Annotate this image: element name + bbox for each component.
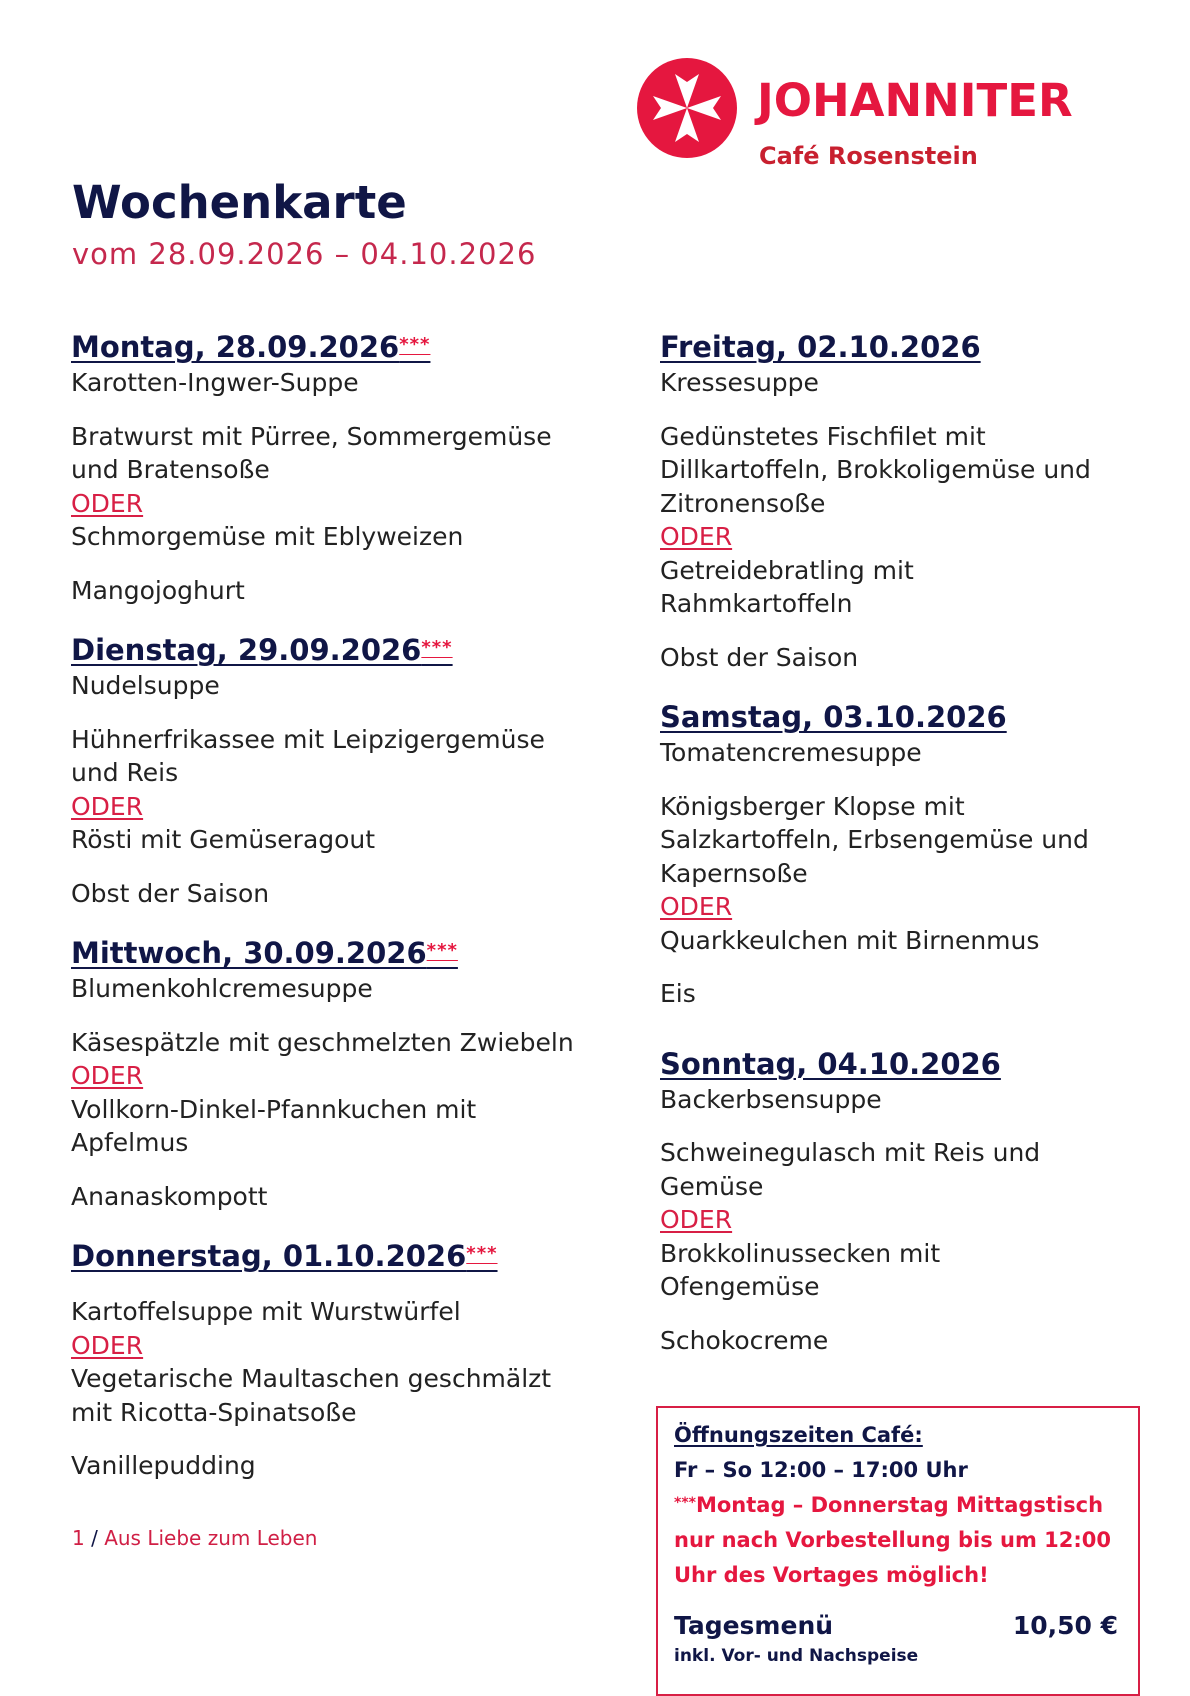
alt-dish-line: Apfelmus bbox=[71, 1128, 189, 1157]
day-header bbox=[660, 700, 1007, 736]
asterisk-marker: *** bbox=[466, 1243, 498, 1264]
day-header-text: Sonntag, 04.10.2026 bbox=[660, 1046, 1001, 1081]
oder-label: ODER bbox=[71, 1330, 144, 1360]
alt-dish-line: Rahmkartoffeln bbox=[660, 589, 853, 618]
main-dish-line: Dillkartoffeln, Brokkoligemüse und bbox=[660, 455, 1091, 484]
notice-line: Uhr des Vortages möglich! bbox=[674, 1563, 989, 1587]
main-dish-line: Königsberger Klopse mit bbox=[660, 791, 965, 821]
day-header-text: Freitag, 02.10.2026 bbox=[660, 330, 981, 364]
day-header bbox=[71, 1239, 498, 1275]
day-thursday bbox=[71, 1239, 631, 1483]
asterisk-marker: *** bbox=[421, 637, 453, 658]
alt-dish-line: Ofengemüse bbox=[660, 1272, 820, 1301]
soup: Karotten-Ingwer-Suppe bbox=[71, 368, 359, 397]
main-dish-line: Kapernsoße bbox=[660, 858, 808, 888]
alt-dish-line: Quarkkeulchen mit Birnenmus bbox=[660, 925, 1040, 955]
oder-label: ODER bbox=[71, 1061, 144, 1090]
alt-dish-line: mit Ricotta-Spinatsoße bbox=[71, 1397, 357, 1427]
day-monday bbox=[71, 330, 631, 607]
asterisk-marker: *** bbox=[426, 940, 458, 961]
main-dish-line: Kartoffelsuppe mit Wurstwürfel bbox=[71, 1297, 461, 1326]
main-dish-line: Schweinegulasch mit Reis und bbox=[660, 1138, 1041, 1167]
soup: Nudelsuppe bbox=[71, 671, 220, 700]
main-dish-line: und Bratensoße bbox=[71, 455, 270, 484]
alt-dish-line: Brokkolinussecken mit bbox=[660, 1238, 941, 1268]
menu-column-left bbox=[71, 330, 631, 1509]
oder-label: ODER bbox=[660, 1205, 733, 1234]
footer-slogan bbox=[72, 1528, 317, 1548]
day-header-text: Montag, 28.09.2026 bbox=[71, 330, 400, 364]
day-header bbox=[71, 633, 453, 669]
johanniter-logo bbox=[637, 56, 1077, 174]
main-dish-line: und Reis bbox=[71, 758, 179, 787]
logo-name: JOHANNITER bbox=[757, 74, 1073, 127]
oder-label: ODER bbox=[71, 791, 144, 821]
soup: Backerbsensuppe bbox=[660, 1084, 882, 1114]
day-sunday bbox=[660, 1047, 1190, 1358]
main-dish-line: Gedünstetes Fischfilet mit bbox=[660, 421, 986, 451]
day-saturday bbox=[660, 700, 1190, 1011]
soup: Kressesuppe bbox=[660, 368, 819, 397]
dessert: Vanillepudding bbox=[71, 1451, 256, 1480]
alt-dish-line: Rösti mit Gemüseragout bbox=[71, 825, 376, 854]
alt-dish-line: Vegetarische Maultaschen geschmälzt bbox=[71, 1364, 552, 1393]
day-header-text: Mittwoch, 30.09.2026 bbox=[71, 936, 427, 970]
dessert: Schokocreme bbox=[660, 1325, 829, 1355]
day-header-text: Samstag, 03.10.2026 bbox=[660, 700, 1007, 734]
opening-hours: Fr – So 12:00 – 17:00 Uhr bbox=[674, 1458, 968, 1482]
dessert: Mangojoghurt bbox=[71, 575, 245, 605]
preorder-notice bbox=[674, 1488, 1122, 1523]
main-dish-line: Salzkartoffeln, Erbsengemüse und bbox=[660, 825, 1089, 854]
day-friday bbox=[660, 330, 1190, 674]
day-header-text: Donnerstag, 01.10.2026 bbox=[71, 1239, 467, 1273]
oder-label: ODER bbox=[660, 522, 733, 551]
date-range: vom 28.09.2026 – 04.10.2026 bbox=[72, 237, 537, 271]
day-header bbox=[660, 1047, 1001, 1083]
day-header bbox=[660, 330, 981, 366]
notice-line: nur nach Vorbestellung bis um 12:00 bbox=[674, 1528, 1112, 1552]
main-dish-line: Gemüse bbox=[660, 1171, 764, 1201]
maltese-cross-icon bbox=[637, 58, 737, 158]
soup: Tomatencremesuppe bbox=[660, 738, 922, 767]
oder-label: ODER bbox=[71, 488, 144, 518]
alt-dish-line: Schmorgemüse mit Eblyweizen bbox=[71, 522, 464, 551]
day-header-text: Dienstag, 29.09.2026 bbox=[71, 633, 422, 667]
opening-hours-title: Öffnungszeiten Café: bbox=[674, 1423, 923, 1447]
page-number: 1 bbox=[72, 1526, 85, 1550]
dessert: Obst der Saison bbox=[71, 878, 270, 908]
oder-label: ODER bbox=[660, 892, 733, 921]
daily-menu-label: Tagesmenü bbox=[674, 1611, 834, 1640]
asterisk-marker: *** bbox=[674, 1495, 696, 1511]
asterisk-marker: *** bbox=[399, 334, 431, 355]
day-wednesday bbox=[71, 936, 631, 1213]
dessert: Obst der Saison bbox=[660, 642, 859, 672]
main-dish-line: Bratwurst mit Pürree, Sommergemüse bbox=[71, 421, 552, 451]
main-dish-line: Käsespätzle mit geschmelzten Zwiebeln bbox=[71, 1027, 574, 1057]
day-header bbox=[71, 330, 430, 366]
dessert: Ananaskompott bbox=[71, 1181, 268, 1211]
logo-subtitle: Café Rosenstein bbox=[759, 142, 978, 170]
separator: / bbox=[91, 1526, 98, 1550]
notice-line: Montag – Donnerstag Mittagstisch bbox=[695, 1493, 1104, 1517]
soup: Blumenkohlcremesuppe bbox=[71, 974, 373, 1003]
day-tuesday bbox=[71, 633, 631, 910]
daily-menu-row bbox=[674, 1611, 1122, 1640]
page-title: Wochenkarte bbox=[72, 176, 407, 229]
dessert: Eis bbox=[660, 979, 696, 1008]
slogan: Aus Liebe zum Leben bbox=[104, 1526, 318, 1550]
menu-column-right bbox=[660, 330, 1190, 1383]
alt-dish-line: Getreidebratling mit bbox=[660, 555, 914, 585]
opening-hours-box bbox=[656, 1406, 1140, 1696]
day-header bbox=[71, 936, 458, 972]
main-dish-line: Zitronensoße bbox=[660, 488, 826, 518]
main-dish-line: Hühnerfrikassee mit Leipzigergemüse bbox=[71, 724, 545, 754]
daily-menu-note: inkl. Vor- und Nachspeise bbox=[674, 1646, 919, 1666]
alt-dish-line: Vollkorn-Dinkel-Pfannkuchen mit bbox=[71, 1094, 477, 1124]
daily-menu-price: 10,50 € bbox=[1012, 1611, 1118, 1640]
